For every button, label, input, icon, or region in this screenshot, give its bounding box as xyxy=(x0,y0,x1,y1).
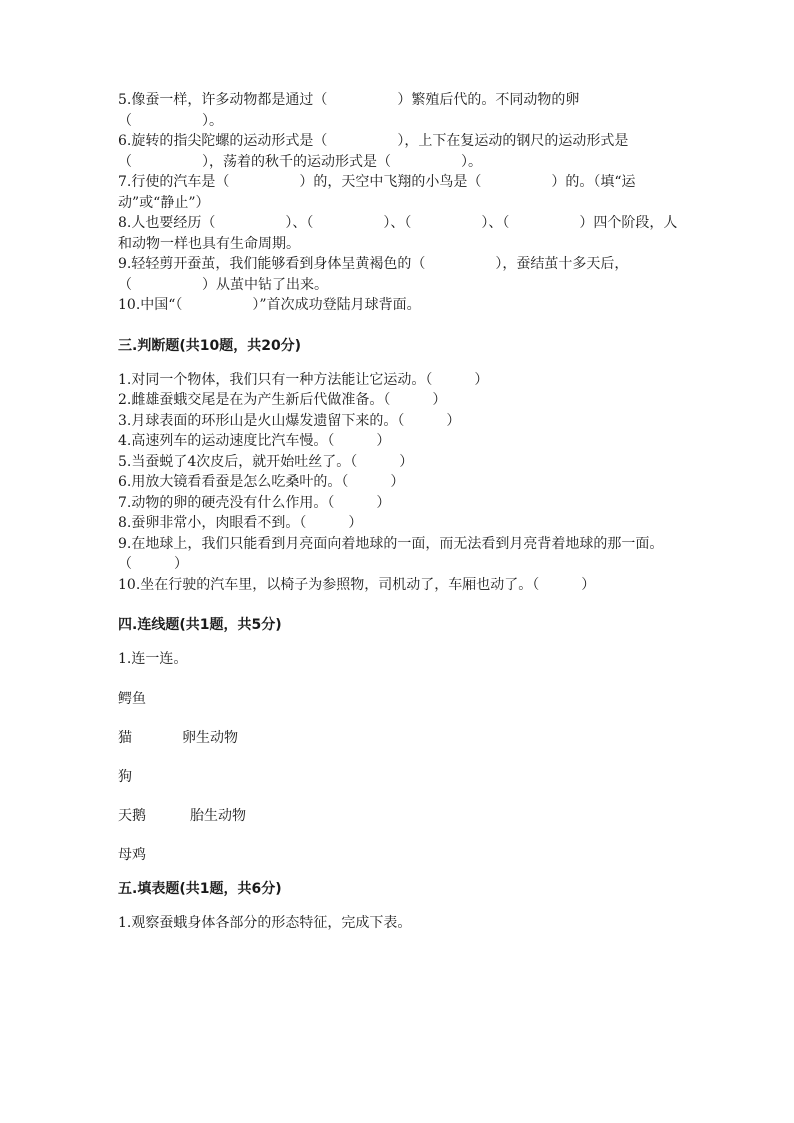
matching-left-item: 母鸡 xyxy=(118,846,146,863)
matching-row xyxy=(118,689,678,709)
tf-question: 2.雌雄蚕蛾交尾是在为产生新后代做准备。（ ） xyxy=(118,392,447,408)
question-9: 9.轻轻剪开蚕茧，我们能够看到身体呈黄褐色的（ ），蚕结茧十多天后，（ ）从茧中钻了出来。 xyxy=(118,256,629,293)
tf-question: 5.当蚕蜕了4次皮后，就开始吐丝了。（ ） xyxy=(118,453,414,470)
section-title-true-false: 三.判断题(共10题，共20分) xyxy=(118,337,302,354)
matching-row xyxy=(118,767,678,787)
fill-in-questions xyxy=(118,90,678,316)
section-title-matching: 四.连线题(共1题，共5分) xyxy=(118,617,282,633)
question-5: 5.像蚕一样，许多动物都是通过（ ）繁殖后代的。不同动物的卵（ ）。 xyxy=(118,92,580,129)
tf-question: 4.高速列车的运动速度比汽车慢。（ ） xyxy=(118,433,391,449)
matching-row xyxy=(118,845,678,865)
matching-row xyxy=(118,806,678,826)
matching-question: 1.连一连。 xyxy=(118,651,188,667)
matching-right-item: 卵生动物 xyxy=(182,729,238,746)
matching-row xyxy=(118,728,678,748)
question-6: 6.旋转的指尖陀螺的运动形式是（ ），上下在复运动的钢尺的运动形式是（ ），荡着的秋千的运动形式是（ ）。 xyxy=(118,133,629,170)
section-title-table: 五.填表题(共1题，共6分) xyxy=(118,880,282,897)
tf-question: 8.蚕卵非常小，肉眼看不到。（ ） xyxy=(118,515,363,531)
table-question: 1.观察蚕蛾身体各部分的形态特征，完成下表。 xyxy=(118,914,412,931)
worksheet-page xyxy=(118,90,678,933)
matching-left-item: 狗 xyxy=(118,768,132,785)
matching-left-item: 鳄鱼 xyxy=(118,690,146,707)
tf-question: 6.用放大镜看看蚕是怎么吃桑叶的。（ ） xyxy=(118,474,405,490)
question-10: 10.中国“（ ）”首次成功登陆月球背面。 xyxy=(118,297,421,313)
matching-left-item: 猫 xyxy=(118,729,132,746)
tf-question: 9.在地球上，我们只能看到月亮面向着地球的一面，而无法看到月亮背着地球的那一面。（ ） xyxy=(118,535,664,572)
tf-question: 3.月球表面的环形山是火山爆发遗留下来的。（ ） xyxy=(118,412,461,429)
matching-right-item: 胎生动物 xyxy=(190,807,246,824)
tf-question: 1.对同一个物体，我们只有一种方法能让它运动。（ ） xyxy=(118,371,489,388)
question-7: 7.行使的汽车是（ ）的，天空中飞翔的小鸟是（ ）的。（填“运动”或“静止”） xyxy=(118,174,636,211)
matching-items xyxy=(118,689,678,865)
true-false-questions xyxy=(118,370,678,596)
matching-left-item: 天鹅 xyxy=(118,807,146,824)
tf-question: 10.坐在行驶的汽车里，以椅子为参照物，司机动了，车厢也动了。（ ） xyxy=(118,576,596,593)
tf-question: 7.动物的卵的硬壳没有什么作用。（ ） xyxy=(118,494,391,511)
question-8: 8.人也要经历（ ）、（ ）、（ ）、（ ）四个阶段，人和动物一样也具有生命周期。 xyxy=(118,215,678,252)
